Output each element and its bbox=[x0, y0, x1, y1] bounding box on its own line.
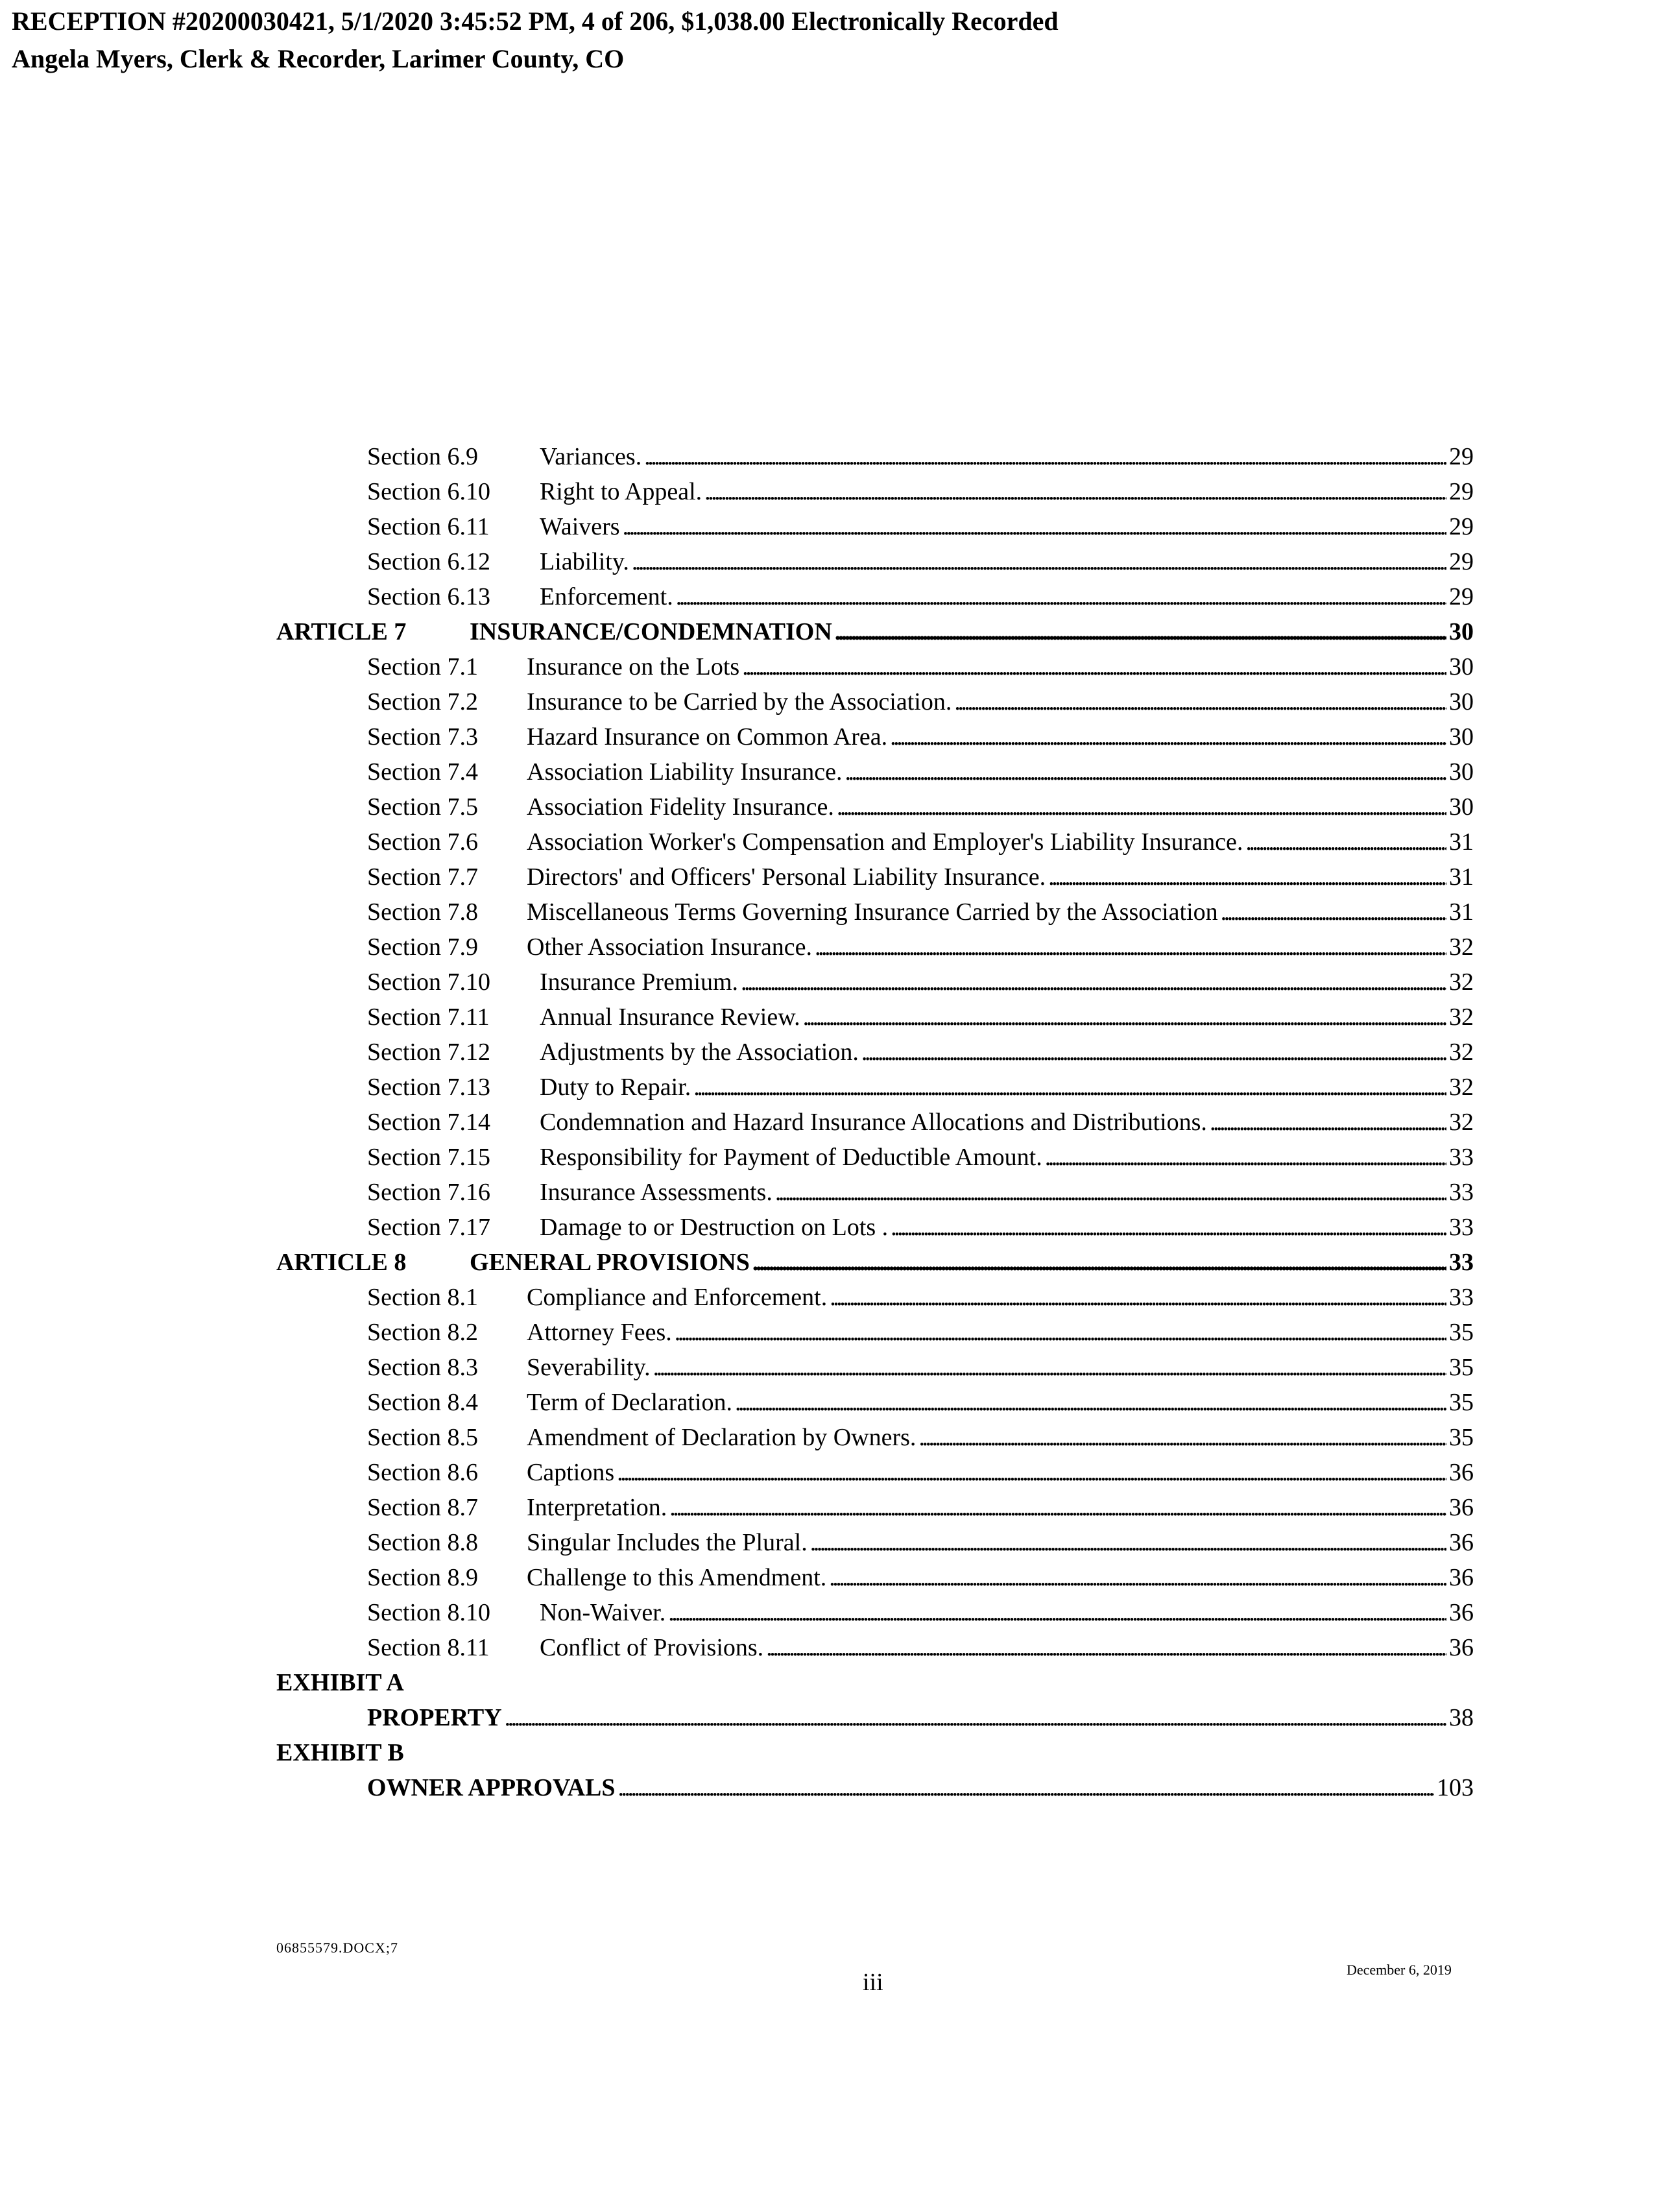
toc-entry-article-7 bbox=[276, 615, 1474, 649]
toc-page-number: 36 bbox=[1449, 1564, 1474, 1591]
toc-section-title: Liability. bbox=[540, 548, 629, 575]
toc-section-number: Section 7.11 bbox=[367, 1004, 490, 1031]
toc-page-number: 36 bbox=[1449, 1599, 1474, 1626]
toc-entry-section-7-15 bbox=[367, 1140, 1474, 1174]
toc-page-number: 35 bbox=[1449, 1424, 1474, 1451]
document-date: December 6, 2019 bbox=[1347, 1962, 1452, 1978]
toc-exhibit-title: PROPERTY bbox=[367, 1704, 502, 1731]
dot-leader bbox=[803, 1000, 1446, 1034]
dot-leader bbox=[632, 545, 1446, 579]
toc-section-number: Section 7.10 bbox=[367, 968, 490, 996]
dot-leader bbox=[617, 1456, 1446, 1489]
dot-leader bbox=[668, 1596, 1446, 1629]
toc-page-number: 31 bbox=[1449, 898, 1474, 926]
toc-section-title: Variances. bbox=[540, 443, 642, 470]
toc-article-number: ARTICLE 8 bbox=[276, 1249, 407, 1276]
toc-page-number: 33 bbox=[1449, 1249, 1474, 1276]
dot-leader bbox=[810, 1526, 1446, 1559]
toc-entry-section-7-2 bbox=[367, 685, 1474, 719]
toc-entry-section-6-13 bbox=[367, 580, 1474, 614]
toc-section-number: Section 7.6 bbox=[367, 828, 478, 856]
page-number: iii bbox=[863, 1969, 883, 1996]
toc-entry-section-7-16 bbox=[367, 1175, 1474, 1209]
toc-page-number: 33 bbox=[1449, 1144, 1474, 1171]
toc-entry-section-7-8 bbox=[367, 895, 1474, 929]
toc-entry-section-8-6 bbox=[367, 1456, 1474, 1489]
toc-entry-section-7-4 bbox=[367, 755, 1474, 789]
toc-entry-section-6-12 bbox=[367, 545, 1474, 579]
toc-section-number: Section 7.1 bbox=[367, 653, 478, 680]
toc-article-number: ARTICLE 7 bbox=[276, 618, 407, 645]
toc-section-number: Section 7.7 bbox=[367, 863, 478, 891]
toc-page-number: 32 bbox=[1449, 1074, 1474, 1101]
toc-exhibit-b-heading: EXHIBIT B bbox=[276, 1739, 404, 1766]
toc-section-number: Section 8.5 bbox=[367, 1424, 478, 1451]
toc-section-title: Adjustments by the Association. bbox=[540, 1039, 859, 1066]
toc-entry-section-8-11 bbox=[367, 1631, 1474, 1665]
toc-section-number: Section 6.9 bbox=[367, 443, 478, 470]
toc-section-number: Section 7.15 bbox=[367, 1144, 490, 1171]
toc-entry-section-8-10 bbox=[367, 1596, 1474, 1629]
dot-leader bbox=[775, 1175, 1446, 1209]
toc-entry-section-7-12 bbox=[367, 1035, 1474, 1069]
toc-entry-section-8-2 bbox=[367, 1316, 1474, 1349]
toc-page-number: 36 bbox=[1449, 1529, 1474, 1556]
toc-entry-section-7-11 bbox=[367, 1000, 1474, 1034]
toc-section-title: Conflict of Provisions. bbox=[540, 1634, 764, 1661]
toc-section-number: Section 8.8 bbox=[367, 1529, 478, 1556]
dot-leader bbox=[704, 475, 1446, 509]
toc-page-number: 30 bbox=[1449, 688, 1474, 715]
dot-leader bbox=[505, 1701, 1446, 1735]
toc-section-title: Responsibility for Payment of Deductible Amount. bbox=[540, 1144, 1042, 1171]
dot-leader bbox=[891, 1210, 1446, 1244]
toc-section-title: Challenge to this Amendment. bbox=[527, 1564, 827, 1591]
dot-leader bbox=[1210, 1105, 1446, 1139]
toc-section-number: Section 7.4 bbox=[367, 758, 478, 786]
toc-page-number: 36 bbox=[1449, 1494, 1474, 1521]
recording-stamp-line-2: Angela Myers, Clerk & Recorder, Larimer County, CO bbox=[12, 44, 625, 73]
toc-page-number: 29 bbox=[1449, 443, 1474, 470]
dot-leader bbox=[766, 1631, 1446, 1665]
toc-entry-section-7-6 bbox=[367, 825, 1474, 859]
toc-section-title: Other Association Insurance. bbox=[527, 933, 813, 961]
toc-page-number: 38 bbox=[1449, 1704, 1474, 1731]
toc-section-title: Singular Includes the Plural. bbox=[527, 1529, 808, 1556]
toc-section-number: Section 6.10 bbox=[367, 478, 490, 505]
toc-section-title: Non-Waiver. bbox=[540, 1599, 666, 1626]
toc-entry-section-8-3 bbox=[367, 1351, 1474, 1384]
toc-exhibit-a-heading: EXHIBIT A bbox=[276, 1669, 404, 1696]
toc-section-number: Section 7.12 bbox=[367, 1039, 490, 1066]
toc-page-number: 33 bbox=[1449, 1179, 1474, 1206]
dot-leader bbox=[742, 650, 1446, 684]
toc-section-title: Interpretation. bbox=[527, 1494, 667, 1521]
toc-entry-section-8-5 bbox=[367, 1421, 1474, 1454]
toc-section-title: Term of Declaration. bbox=[527, 1389, 733, 1416]
toc-section-number: Section 8.7 bbox=[367, 1494, 478, 1521]
toc-page-number: 29 bbox=[1449, 548, 1474, 575]
toc-section-title: Duty to Repair. bbox=[540, 1074, 691, 1101]
toc-section-title: Association Fidelity Insurance. bbox=[527, 793, 834, 821]
toc-section-title: Miscellaneous Terms Governing Insurance Carried by the Association bbox=[527, 898, 1218, 926]
toc-entry-section-8-1 bbox=[367, 1280, 1474, 1314]
toc-exhibit-title: OWNER APPROVALS bbox=[367, 1774, 616, 1801]
toc-page-number: 30 bbox=[1449, 653, 1474, 680]
dot-leader bbox=[1045, 1140, 1446, 1174]
toc-section-title: Compliance and Enforcement. bbox=[527, 1284, 828, 1311]
recording-stamp-line-1: RECEPTION #20200030421, 5/1/2020 3:45:52 PM, 4 of 206, $1,038.00 Electronically Recorded bbox=[12, 6, 1059, 36]
toc-section-number: Section 7.16 bbox=[367, 1179, 490, 1206]
dot-leader bbox=[861, 1035, 1446, 1069]
dot-leader bbox=[735, 1386, 1446, 1419]
toc-page-number: 30 bbox=[1449, 723, 1474, 751]
toc-entry-section-7-7 bbox=[367, 860, 1474, 894]
toc-article-title: GENERAL PROVISIONS bbox=[470, 1249, 750, 1276]
toc-page-number: 31 bbox=[1449, 828, 1474, 856]
toc-section-title: Condemnation and Hazard Insurance Allocations and Distributions. bbox=[540, 1109, 1207, 1136]
toc-entry-section-8-7 bbox=[367, 1491, 1474, 1524]
dot-leader bbox=[1221, 895, 1446, 929]
toc-entry-article-8 bbox=[276, 1245, 1474, 1279]
dot-leader bbox=[835, 615, 1446, 649]
toc-section-title: Amendment of Declaration by Owners. bbox=[527, 1424, 917, 1451]
toc-page-number: 35 bbox=[1449, 1354, 1474, 1381]
dot-leader bbox=[830, 1280, 1446, 1314]
toc-entry-section-8-8 bbox=[367, 1526, 1474, 1559]
toc-page-number: 30 bbox=[1449, 618, 1474, 645]
toc-page-number: 30 bbox=[1449, 793, 1474, 821]
toc-entry-section-7-14 bbox=[367, 1105, 1474, 1139]
toc-section-title: Hazard Insurance on Common Area. bbox=[527, 723, 888, 751]
toc-section-number: Section 8.9 bbox=[367, 1564, 478, 1591]
toc-section-number: Section 8.10 bbox=[367, 1599, 490, 1626]
dot-leader bbox=[845, 755, 1447, 789]
toc-section-number: Section 8.2 bbox=[367, 1319, 478, 1346]
toc-entry-section-7-3 bbox=[367, 720, 1474, 754]
dot-leader bbox=[890, 720, 1446, 754]
toc-section-number: Section 7.2 bbox=[367, 688, 478, 715]
dot-leader bbox=[741, 965, 1446, 999]
toc-section-title: Captions bbox=[527, 1459, 615, 1486]
dot-leader bbox=[918, 1421, 1446, 1454]
toc-section-title: Waivers bbox=[540, 513, 620, 540]
toc-page-number: 36 bbox=[1449, 1634, 1474, 1661]
toc-section-title: Association Liability Insurance. bbox=[527, 758, 843, 786]
toc-page-number: 32 bbox=[1449, 1004, 1474, 1031]
toc-page-number: 31 bbox=[1449, 863, 1474, 891]
toc-section-title: Right to Appeal. bbox=[540, 478, 702, 505]
toc-section-number: Section 6.11 bbox=[367, 513, 490, 540]
toc-section-title: Annual Insurance Review. bbox=[540, 1004, 800, 1031]
toc-section-title: Insurance to be Carried by the Association. bbox=[527, 688, 952, 715]
dot-leader bbox=[837, 790, 1446, 824]
toc-section-number: Section 7.8 bbox=[367, 898, 478, 926]
toc-page-number: 29 bbox=[1449, 478, 1474, 505]
toc-section-number: Section 8.3 bbox=[367, 1354, 478, 1381]
toc-page-number: 35 bbox=[1449, 1389, 1474, 1416]
toc-section-title: Attorney Fees. bbox=[527, 1319, 672, 1346]
dot-leader bbox=[618, 1771, 1434, 1805]
toc-section-title: Insurance Assessments. bbox=[540, 1179, 773, 1206]
toc-entry-section-7-9 bbox=[367, 930, 1474, 964]
toc-page-number: 30 bbox=[1449, 758, 1474, 786]
dot-leader bbox=[829, 1561, 1446, 1594]
toc-page-number: 35 bbox=[1449, 1319, 1474, 1346]
toc-section-title: Severability. bbox=[527, 1354, 651, 1381]
toc-section-number: Section 7.14 bbox=[367, 1109, 490, 1136]
toc-section-title: Enforcement. bbox=[540, 583, 673, 610]
toc-page-number: 33 bbox=[1449, 1214, 1474, 1241]
toc-section-number: Section 7.5 bbox=[367, 793, 478, 821]
dot-leader bbox=[815, 930, 1446, 964]
toc-page-number: 103 bbox=[1437, 1774, 1474, 1801]
dot-leader bbox=[1245, 825, 1446, 859]
toc-section-title: Association Worker's Compensation and Employer's Liability Insurance. bbox=[527, 828, 1243, 856]
dot-leader bbox=[1048, 860, 1446, 894]
dot-leader bbox=[675, 1316, 1446, 1349]
toc-entry-section-7-17 bbox=[367, 1210, 1474, 1244]
dot-leader bbox=[752, 1245, 1446, 1279]
toc-page-number: 29 bbox=[1449, 583, 1474, 610]
toc-page-number: 33 bbox=[1449, 1284, 1474, 1311]
toc-section-number: Section 8.11 bbox=[367, 1634, 490, 1661]
toc-section-title: Insurance Premium. bbox=[540, 968, 739, 996]
toc-section-title: Insurance on the Lots bbox=[527, 653, 740, 680]
toc-section-number: Section 7.3 bbox=[367, 723, 478, 751]
toc-section-number: Section 7.13 bbox=[367, 1074, 490, 1101]
toc-section-title: Directors' and Officers' Personal Liability Insurance. bbox=[527, 863, 1046, 891]
dot-leader bbox=[676, 580, 1446, 614]
toc-section-number: Section 6.13 bbox=[367, 583, 490, 610]
toc-entry-exhibit-a bbox=[367, 1701, 1474, 1735]
toc-entry-section-7-10 bbox=[367, 965, 1474, 999]
toc-entry-section-7-5 bbox=[367, 790, 1474, 824]
toc-section-number: Section 7.9 bbox=[367, 933, 478, 961]
toc-page-number: 32 bbox=[1449, 968, 1474, 996]
toc-entry-section-8-4 bbox=[367, 1386, 1474, 1419]
toc-page-number: 36 bbox=[1449, 1459, 1474, 1486]
toc-article-title: INSURANCE/CONDEMNATION bbox=[470, 618, 832, 645]
toc-section-number: Section 7.17 bbox=[367, 1214, 490, 1241]
toc-page-number: 32 bbox=[1449, 1039, 1474, 1066]
dot-leader bbox=[653, 1351, 1446, 1384]
dot-leader bbox=[669, 1491, 1446, 1524]
document-id: 06855579.DOCX;7 bbox=[276, 1940, 398, 1956]
dot-leader bbox=[693, 1070, 1446, 1104]
toc-entry-exhibit-b bbox=[367, 1771, 1474, 1805]
dot-leader bbox=[644, 440, 1446, 474]
toc-section-number: Section 8.6 bbox=[367, 1459, 478, 1486]
toc-page-number: 29 bbox=[1449, 513, 1474, 540]
toc-entry-section-6-11 bbox=[367, 510, 1474, 544]
toc-section-number: Section 8.1 bbox=[367, 1284, 478, 1311]
toc-entry-section-8-9 bbox=[367, 1561, 1474, 1594]
toc-page-number: 32 bbox=[1449, 1109, 1474, 1136]
toc-section-number: Section 8.4 bbox=[367, 1389, 478, 1416]
toc-page-number: 32 bbox=[1449, 933, 1474, 961]
toc-section-title: Damage to or Destruction on Lots . bbox=[540, 1214, 889, 1241]
toc-entry-section-6-10 bbox=[367, 475, 1474, 509]
toc-entry-section-6-9 bbox=[367, 440, 1474, 474]
dot-leader bbox=[954, 685, 1446, 719]
toc-section-number: Section 6.12 bbox=[367, 548, 490, 575]
toc-entry-section-7-13 bbox=[367, 1070, 1474, 1104]
toc-entry-section-7-1 bbox=[367, 650, 1474, 684]
dot-leader bbox=[623, 510, 1446, 544]
